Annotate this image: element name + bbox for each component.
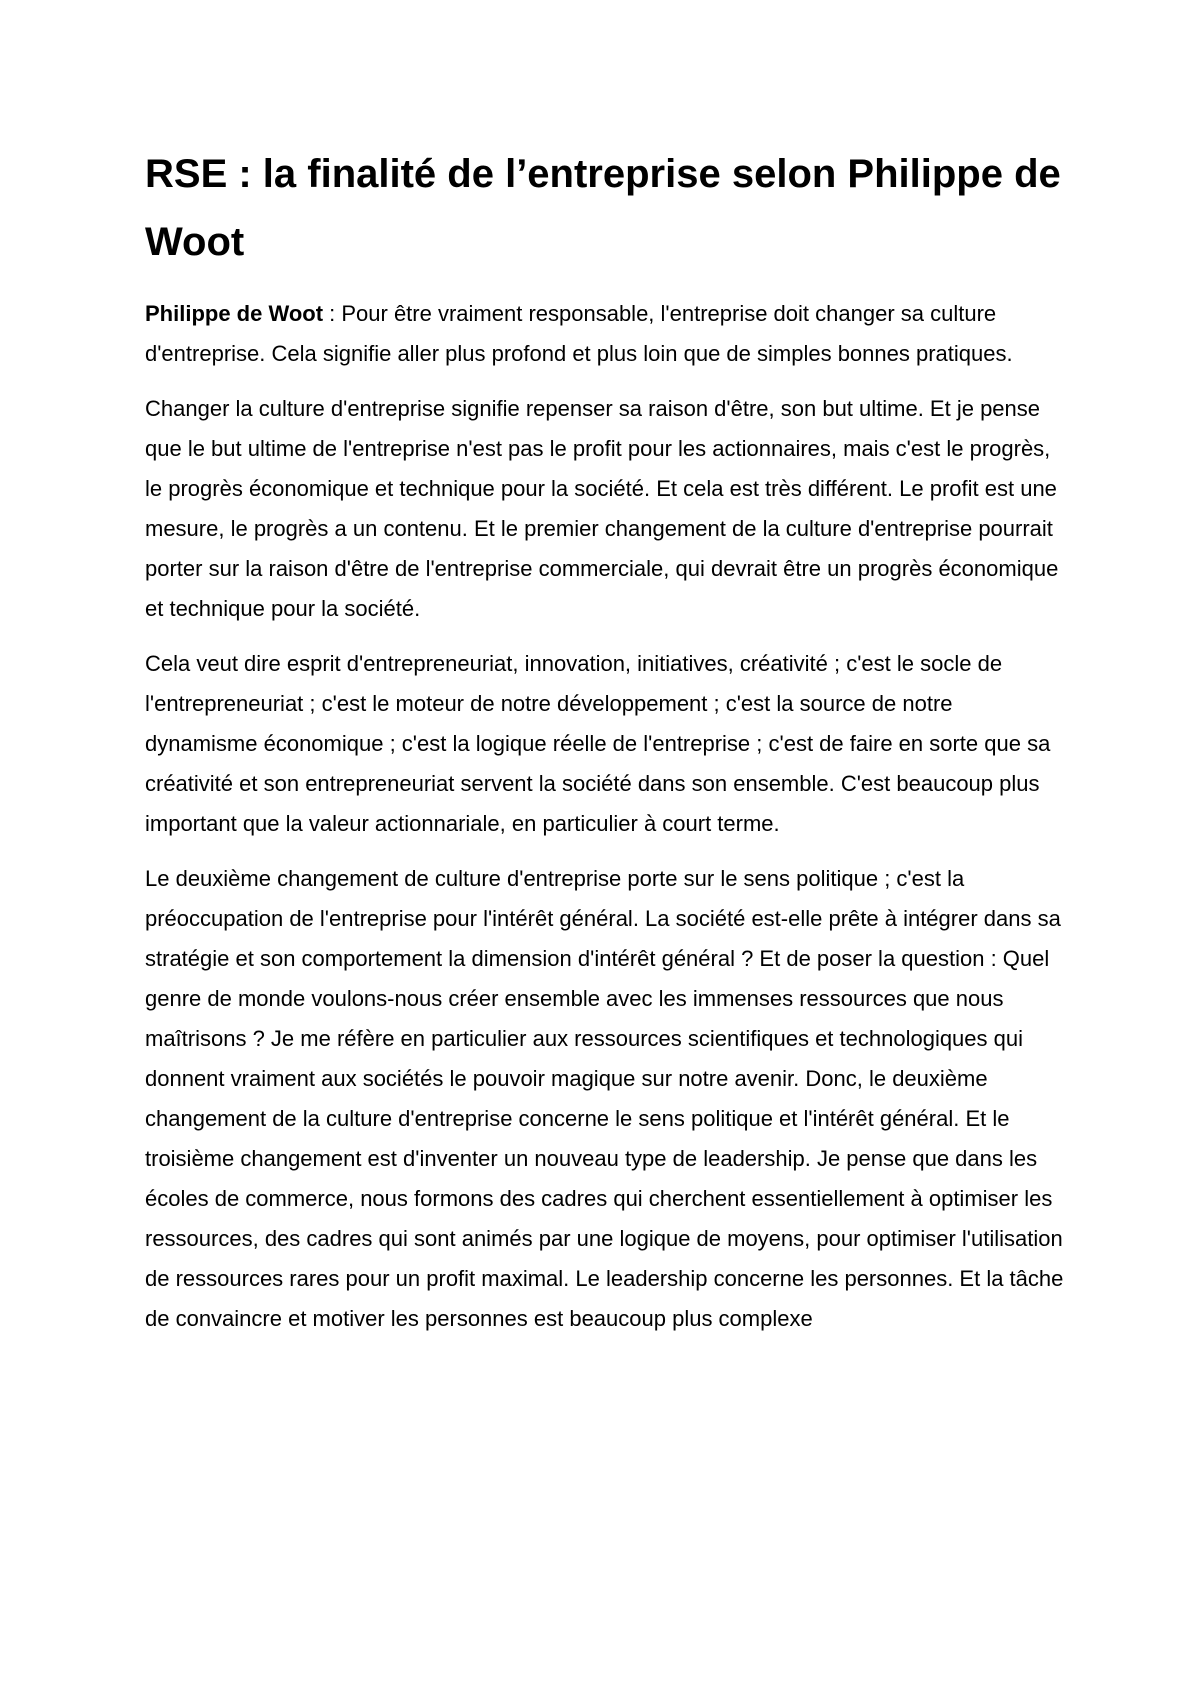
paragraph-raison-d-etre: Changer la culture d'entreprise signifie repenser sa raison d'être, son but ultime. Et je pense que le but ultime de l'entreprise n'est pas le profit pour les actionnaires, mais c'est le progrès, le progrès économique et technique pour la société. Et cela est très différent. Le profit est une mesure, le progrès a un contenu. Et le premier changement de la culture d'entreprise pourrait porter sur la raison d'être de l'entreprise commerciale, qui devrait être un progrès économique et technique pour la société. <box>145 396 1059 621</box>
speaker-name: Philippe de Woot <box>145 301 324 326</box>
intro-text: : Pour être vraiment responsable, l'entreprise doit changer sa culture d'entreprise. Cela signifie aller plus profond et plus loin que de simples bonnes pratiques. <box>145 301 1013 366</box>
intro-paragraph <box>145 294 1065 374</box>
document-page <box>145 140 1065 1354</box>
document-title: RSE : la finalité de l’entreprise selon Philippe de Woot <box>145 152 1061 264</box>
paragraph-sens-politique: Le deuxième changement de culture d'entreprise porte sur le sens politique ; c'est la préoccupation de l'entreprise pour l'intérêt général. La société est-elle prête à intégrer dans sa stratégie et son comportement la dimension d'intérêt général ? Et de poser la question : Quel genre de monde voulons-nous créer ensemble avec les immenses ressources que nous maîtrisons ? Je me réfère en particulier aux ressources scientifiques et technologiques qui donnent vraiment aux sociétés le pouvoir magique sur notre avenir. Donc, le deuxième changement de la culture d'entreprise concerne le sens politique et l'intérêt général. Et le troisième changement est d'inventer un nouveau type de leadership. Je pense que dans les écoles de commerce, nous formons des cadres qui cherchent essentiellement à optimiser les ressources, des cadres qui sont animés par une logique de moyens, pour optimiser l'utilisation de ressources rares pour un profit maximal. Le leadership concerne les personnes. Et la tâche de convaincre et motiver les personnes est beaucoup plus complexe <box>145 866 1064 1331</box>
paragraph-entrepreneuriat: Cela veut dire esprit d'entrepreneuriat, innovation, initiatives, créativité ; c'est le socle de l'entrepreneuriat ; c'est le moteur de notre développement ; c'est la source de notre dynamisme économique ; c'est la logique réelle de l'entreprise ; c'est de faire en sorte que sa créativité et son entrepreneuriat servent la société dans son ensemble. C'est beaucoup plus important que la valeur actionnariale, en particulier à court terme. <box>145 651 1051 836</box>
